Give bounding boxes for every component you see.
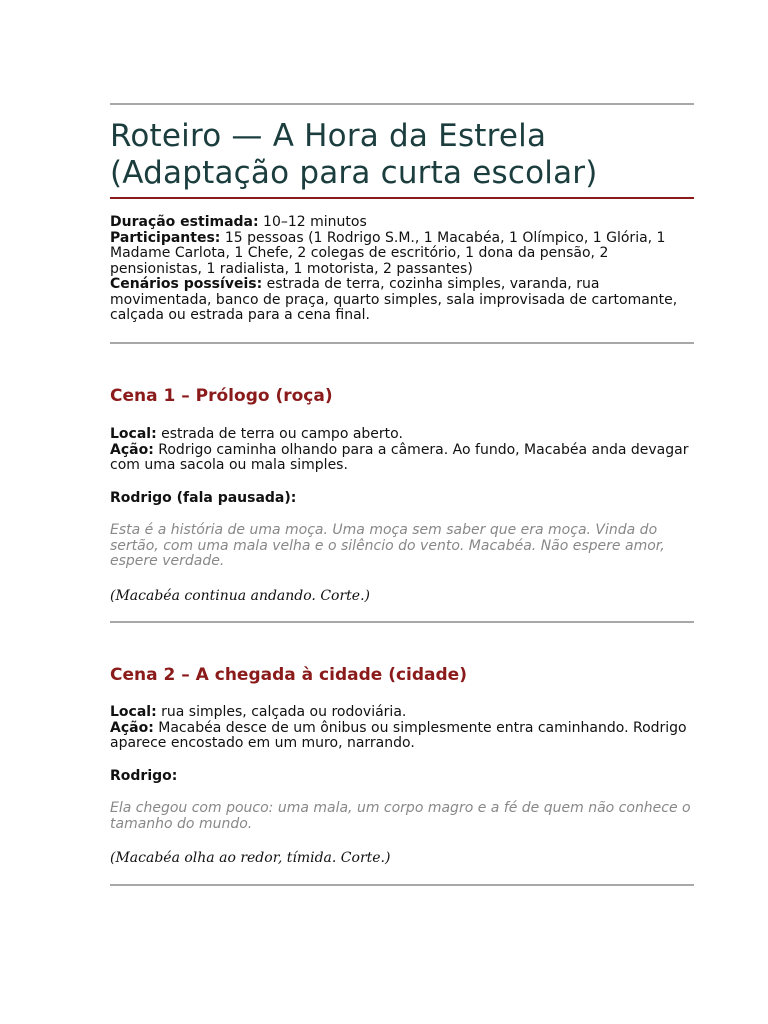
acao-label: Ação: [110, 719, 154, 736]
acao-label: Ação: [110, 441, 154, 458]
section-divider [110, 621, 694, 623]
acao-value: Rodrigo caminha olhando para a câmera. Ao fundo, Macabéa anda devagar com uma sacola ou mala simples. [110, 441, 689, 473]
settings-value: estrada de terra, cozinha simples, varanda, rua movimentada, banco de praça, quarto simples, sala improvisada de cartomante, calçada ou estrada para a cena final. [110, 276, 678, 323]
scene-2-acao [110, 721, 700, 752]
scene-1-title: Cena 1 – Prólogo (roça) [110, 386, 333, 406]
scene-1-direction: (Macabéa continua andando. Corte.) [110, 588, 370, 604]
participants-value: 15 pessoas (1 Rodrigo S.M., 1 Macabéa, 1 Olímpico, 1 Glória, 1 Madame Carlota, 1 Chefe, 2 colegas de escritório, 1 dona da pensão, 2 pensionistas, 1 radialista, 1 motorista, 2 passantes) [110, 229, 666, 277]
title-line-2: (Adaptação para curta escolar) [110, 155, 598, 191]
scene-2-direction: (Macabéa olha ao redor, tímida. Corte.) [110, 850, 391, 866]
title-underline [110, 197, 694, 199]
duration-value: 10–12 minutos [258, 214, 367, 230]
local-label: Local: [110, 704, 157, 720]
scene-1-acao [110, 443, 700, 474]
local-label: Local: [110, 426, 157, 442]
participants-label: Participantes: [110, 229, 221, 246]
scene-1-speech: Esta é a história de uma moça. Uma moça sem saber que era moça. Vinda do sertão, com uma mala velha e o silêncio do vento. Macabéa. Não espere amor, espere verdade. [110, 522, 665, 569]
scene-1-info [110, 427, 700, 474]
duration-label: Duração estimada: [110, 214, 259, 230]
title-line-1: Roteiro — A Hora da Estrela [110, 118, 547, 154]
script-metadata [110, 215, 700, 324]
scene-2-speaker: Rodrigo: [110, 768, 178, 784]
local-value: rua simples, calçada ou rodoviária. [156, 704, 407, 720]
scene-2-local [110, 705, 700, 721]
acao-value: Macabéa desce de um ônibus ou simplesmente entra caminhando. Rodrigo aparece encostado em um muro, narrando. [110, 719, 687, 751]
section-divider [110, 342, 694, 344]
settings-label: Cenários possíveis: [110, 276, 263, 292]
top-divider [110, 103, 694, 105]
page-title [110, 118, 710, 192]
scene-1-local [110, 427, 700, 443]
scene-2-title: Cena 2 – A chegada à cidade (cidade) [110, 665, 467, 685]
scene-2-info [110, 705, 700, 752]
scene-1-speaker: Rodrigo (fala pausada): [110, 490, 297, 506]
scene-2-speech: Ela chegou com pouco: uma mala, um corpo magro e a fé de quem não conhece o tamanho do mundo. [110, 800, 691, 832]
duration-line [110, 215, 700, 231]
local-value: estrada de terra ou campo aberto. [156, 426, 403, 442]
section-divider [110, 884, 694, 886]
participants-line [110, 231, 700, 278]
settings-line [110, 277, 700, 324]
